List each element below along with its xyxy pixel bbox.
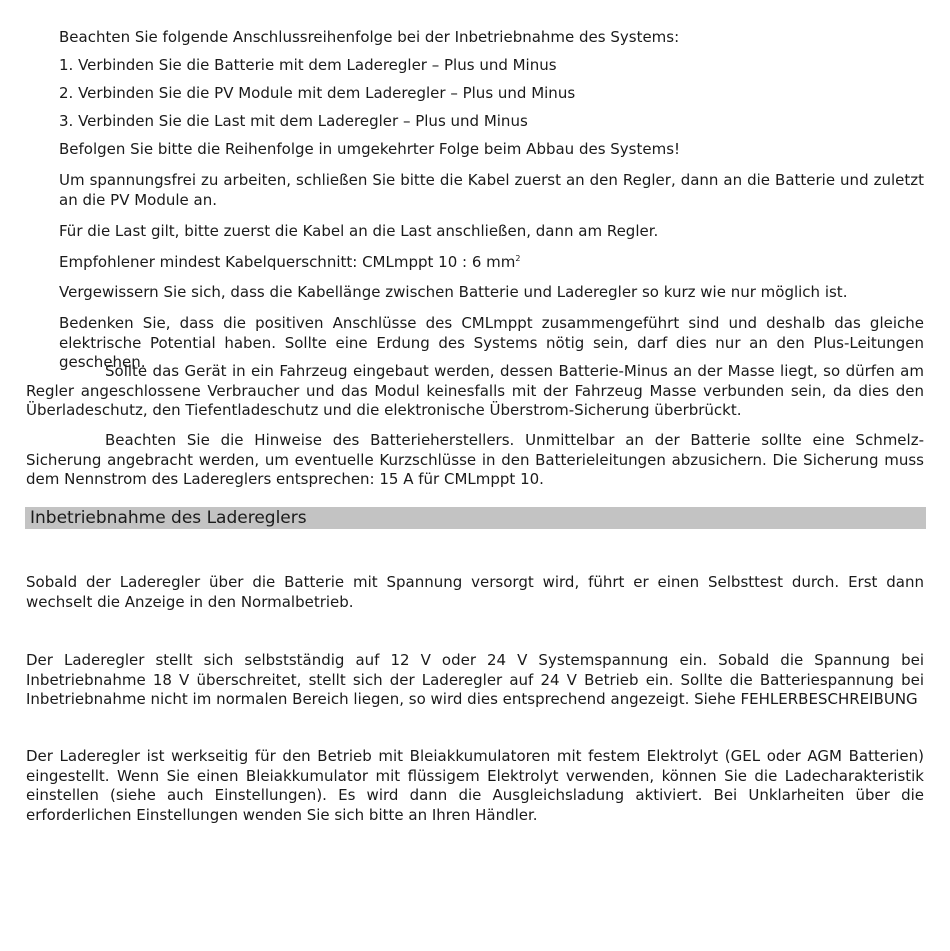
connection-order-heading: Beachten Sie folgende Anschlussreihenfolge bei der Inbetriebnahme des Systems:	[59, 28, 680, 46]
system-voltage-paragraph: Der Laderegler stellt sich selbstständig auf 12 V oder 24 V Systemspannung ein. Sobald die Spannung bei Inbetriebnahme 18 V überschreitet, stellt sich der Laderegler auf 24 V Betrieb ein. Sollte die Batteriespannung bei Inbetriebnahme nicht im normalen Bereich liegen, so wird dies entsprechend angezeigt. Siehe FEHLERBESCHREIBUNG	[26, 651, 924, 708]
section-title: Inbetriebnahme des Ladereglers	[30, 508, 307, 528]
step-2: 2. Verbinden Sie die PV Module mit dem Laderegler – Plus und Minus	[59, 84, 576, 102]
cable-cross-section	[59, 253, 924, 273]
cable-unit-superscript: 2	[515, 254, 521, 263]
fuse-paragraph: Beachten Sie die Hinweise des Batterieherstellers. Unmittelbar an der Batterie sollte eine Schmelz-Sicherung angebracht werden, um eventuelle Kurzschlüsse in den Batterieleitungen abzusichern. Die Sicherung muss dem Nennstrom des Ladereglers entsprechen: 15 A für CMLmppt 10.	[26, 431, 924, 488]
selftest-paragraph: Sobald der Laderegler über die Batterie mit Spannung versorgt wird, führt er einen Selbsttest durch. Erst dann wechselt die Anzeige in den Normalbetrieb.	[26, 573, 924, 611]
step-1: 1. Verbinden Sie die Batterie mit dem Laderegler – Plus und Minus	[59, 56, 557, 74]
load-note: Für die Last gilt, bitte zuerst die Kabel an die Last anschließen, dann am Regler.	[59, 222, 659, 240]
grounding-paragraph: Bedenken Sie, dass die positiven Anschlüsse des CMLmppt zusammengeführt sind und deshalb das gleiche elektrische Potential haben. Sollte eine Erdung des Systems nötig sein, darf dies nur an den Plus-Leitungen geschehen.	[59, 314, 924, 371]
section-header-bar	[25, 507, 926, 529]
battery-type-paragraph: Der Laderegler ist werkseitig für den Betrieb mit Bleiakkumulatoren mit festem Elektrolyt (GEL oder AGM Batterien) eingestellt. Wenn Sie einen Bleiakkumulator mit flüssigem Elektrolyt verwenden, können Sie die Ladecharakteristik einstellen (siehe auch Einstellungen). Es wird dann die Ausgleichsladung aktiviert. Bei Unklarheiten über die erforderlichen Einstellungen wenden Sie sich bitte an Ihren Händler.	[26, 747, 924, 824]
vehicle-installation-paragraph: Sollte das Gerät in ein Fahrzeug eingebaut werden, dessen Batterie-Minus an der Masse liegt, so dürfen am Regler angeschlossene Verbraucher und das Modul keinesfalls mit der Fahrzeug Masse verbunden sein, da dies den Überladeschutz, den Tiefentladeschutz und die elektronische Überstrom-Sicherung überbrückt.	[26, 362, 924, 419]
reverse-order-note: Befolgen Sie bitte die Reihenfolge in umgekehrter Folge beim Abbau des Systems!	[59, 140, 681, 158]
cable-length-note: Vergewissern Sie sich, dass die Kabellänge zwischen Batterie und Laderegler so kurz wie nur möglich ist.	[59, 283, 848, 301]
step-3: 3. Verbinden Sie die Last mit dem Laderegler – Plus und Minus	[59, 112, 528, 130]
voltage-free-paragraph: Um spannungsfrei zu arbeiten, schließen Sie bitte die Kabel zuerst an den Regler, dann an die Batterie und zuletzt an die PV Module an.	[59, 171, 924, 209]
cable-cross-section-text: Empfohlener mindest Kabelquerschnitt: CMLmppt 10 : 6 mm	[59, 253, 516, 271]
